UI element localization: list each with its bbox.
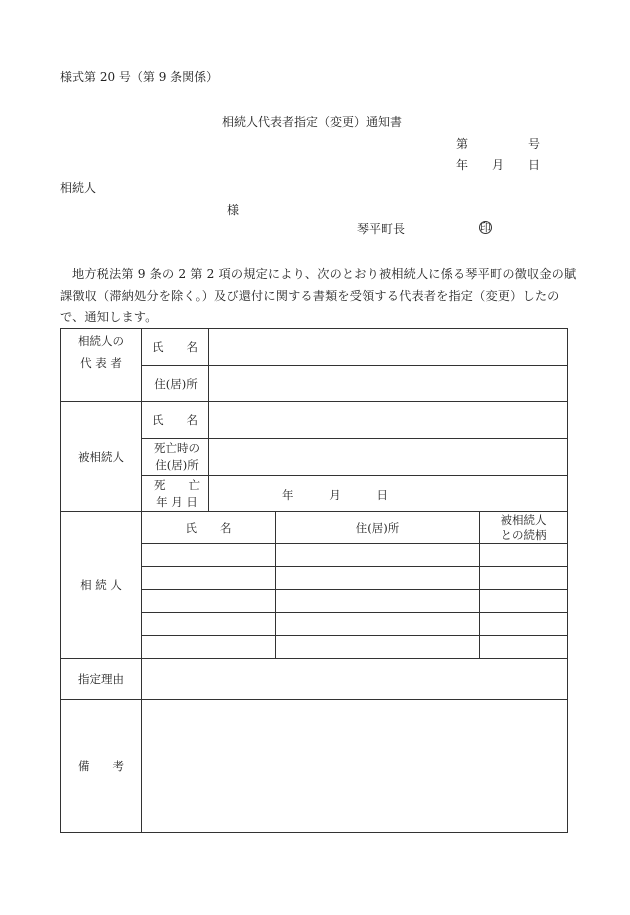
rep-address-label: 住(居)所	[154, 377, 198, 391]
decedent-address-label	[146, 440, 208, 474]
decedent-name-field[interactable]	[209, 402, 567, 438]
reason-field[interactable]	[142, 659, 567, 699]
heirs-col-address-header: 住(居)所	[355, 521, 400, 535]
rep-address-field[interactable]	[209, 366, 567, 401]
heirs-row-line-2	[141, 589, 568, 590]
death-date-label	[146, 477, 208, 511]
heirs-col-relation-line-1: 被相続人	[500, 513, 547, 527]
rep-name-field[interactable]	[209, 329, 567, 365]
death-date-label-line-1: 死 亡	[154, 478, 200, 492]
decedent-address-label-line-1: 死亡時の	[154, 441, 200, 455]
issuer-seal: 印	[480, 221, 491, 234]
death-date-year: 年	[282, 488, 294, 502]
table-border-right	[567, 328, 568, 833]
number-suffix: 号	[527, 137, 540, 151]
rep-label-line-1: 相続人の	[78, 334, 124, 348]
issue-date-line	[456, 158, 540, 172]
heirs-header-bottom	[141, 543, 568, 544]
heirs-col-name-header: 氏 名	[185, 521, 232, 535]
decedent-row-divider-2	[141, 475, 568, 476]
decedent-address-field[interactable]	[209, 439, 567, 475]
death-date-day: 日	[376, 488, 388, 502]
decedent-section-label: 被相続人	[78, 450, 124, 464]
heirs-row-line-4	[141, 635, 568, 636]
table-border-bottom	[60, 832, 568, 833]
decedent-section-bottom	[60, 511, 568, 512]
remarks-field[interactable]	[142, 700, 567, 832]
reason-label: 指定理由	[78, 672, 124, 686]
heirs-col-relation-line-2: との続柄	[500, 528, 547, 542]
decedent-name-label: 氏 名	[152, 413, 198, 427]
document-title: 相続人代表者指定（変更）通知書	[222, 115, 403, 129]
addressee-honorific: 様	[227, 203, 240, 217]
body-text: 地方税法第 9 条の 2 第 2 項の規定により、次のとおり被相続人に係る琴平町の徴収金の賦課徴収（滞納処分を除く。）及び還付に関する書類を受領する代表者を指定（変更）したので、通知します。	[60, 267, 577, 324]
heirs-col-relation-header	[480, 513, 567, 543]
remarks-label: 備 考	[78, 759, 124, 773]
heirs-row-line-1	[141, 566, 568, 567]
document-number-line	[456, 137, 540, 151]
issue-date-month: 月	[491, 158, 504, 172]
issue-date-year: 年	[456, 158, 469, 172]
issuer-title: 琴平町長	[357, 222, 406, 236]
rep-section-label	[61, 334, 141, 370]
rep-name-label: 氏 名	[152, 340, 198, 354]
number-prefix: 第	[456, 137, 469, 151]
rep-label-line-2: 代 表 者	[80, 356, 122, 370]
death-date-field[interactable]	[282, 487, 388, 503]
decedent-address-label-line-2: 住(居)所	[155, 458, 199, 472]
heirs-row-line-3	[141, 612, 568, 613]
addressee-label: 相続人	[60, 181, 97, 195]
form-number: 様式第 20 号（第 9 条関係）	[60, 70, 219, 84]
heirs-section-label: 相 続 人	[80, 578, 122, 592]
death-date-month: 月	[329, 488, 341, 502]
death-date-label-line-2: 年 月 日	[156, 495, 198, 509]
issue-date-day: 日	[527, 158, 540, 172]
